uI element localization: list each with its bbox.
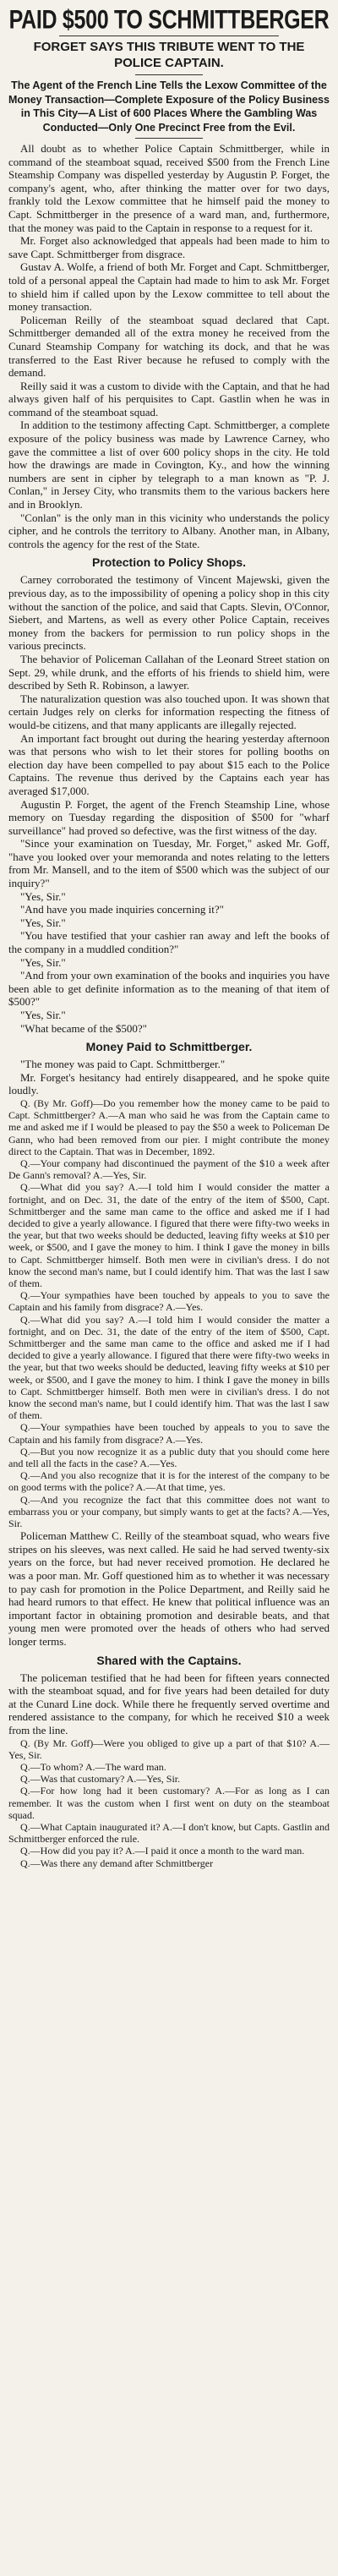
headline: PAID $500 TO SCHMITTBERGER [8, 5, 330, 35]
paragraph: In addition to the testimony affecting Capt. Schmittberger, a complete exposure of the policy business was made by Lawrence Carney, who gave the committee a list of over 600 policy shops in the city. He told how the drawings are made in Covington, Ky., and how the winning numbers are sent in cipher by telegraph to a man known as "P. J. Conlan," in Jersey City, who transmits them to the various backers here and in Brooklyn. [8, 418, 330, 511]
paragraph: The policeman testified that he had been for fifteen years connected with the steamboat squad, and for five years had been detailed for duty at the Cunard Line dock. While there he frequently served overtime and rendered assistance to the company, for which he received $10 a week from the line. [8, 1671, 330, 1736]
paragraph: "The money was paid to Capt. Schmittberger." [20, 1058, 226, 1071]
paragraph: Policeman Matthew C. Reilly of the steamboat squad, who wears five stripes on his sleeves, was next called. He said he had served twenty-six years on the force, but had never received promotion. He declared he was a poor man. Mr. Goff questioned him as to whether it was necessary to pay cash for promotion in the Police Department, and Reilly said he had heard rumors to that effect. He knew that political influence was an important factor in obtaining promotion and desirable beats, and that young men were promoted over the heads of others who had served longer terms. [8, 1529, 330, 1649]
testimony-line: Q.—Your company had discontinued the payment of the $10 a week after De Gann's removal? A.—Yes, Sir. [8, 1157, 330, 1182]
testimony-line: Q.—Your sympathies have been touched by appeals to you to save the Captain and his family from disgrace? A.—Yes. [8, 1421, 330, 1446]
testimony-line: Q.—To whom? A.—The ward man. [20, 1761, 166, 1773]
paragraph: All doubt as to whether Police Captain Schmittberger, while in command of the steamboat squad, received $500 from the French Line Steamship Company was dispelled yesterday by Augustin P. Forget, the company's agent, who, after thinking the matter over for two days, frankly told the Lexow committee that he himself paid the money to Capt. Schmittberger in the presence of a ward man, and, furthermore, that the money was paid to the Captain in response to a request for it. [8, 142, 330, 234]
subhead: Protection to Policy Shops. [91, 555, 247, 570]
testimony-block [8, 1097, 330, 1529]
testimony-line: Q.—For how long had it been customary? A.—For as long as I can remember. It was the custom when I first went on duty on the steamboat squad. [8, 1785, 330, 1821]
testimony-line: Q.—What Captain inaugurated it? A.—I don't know, but Capts. Gastlin and Schmittberger enforced the rule. [8, 1821, 330, 1846]
paragraph: "And from your own examination of the books and inquiries you have been able to get definite information as to the meaning of that item of $500?" [8, 969, 330, 1009]
testimony-line: Q.—Was that customary? A.—Yes, Sir. [20, 1773, 181, 1786]
paragraph: Augustin P. Forget, the agent of the French Steamship Line, whose memory on Tuesday regarding the disposition of $500 for "wharf surveillance" had proved so defective, was the first witness of the day. [8, 797, 330, 837]
testimony-line: Q.—Your sympathies have been touched by appeals to you to save the Captain and his family from disgrace? A.—Yes. [8, 1289, 330, 1314]
deck-secondary: The Agent of the French Line Tells the Lexow Committee of the Money Transaction—Complete Exposure of the Policy Business in This City—A List of 600 Places Where the Gambling Was Conducted—Only One Precinct Free from the Evil. [8, 79, 330, 134]
paragraph: "Yes, Sir." [20, 889, 66, 903]
paragraph: "Yes, Sir." [20, 955, 66, 969]
divider [135, 138, 203, 139]
paragraph: "And have you made inquiries concerning it?" [20, 903, 224, 916]
subhead: Money Paid to Schmittberger. [85, 1040, 253, 1054]
paragraph: An important fact brought out during the hearing yesterday afternoon was that persons who wish to let their stores for polling booths on election day have been compelled to pay about $15 each to the Police Captains. The revenue thus derived by the Captains each year has averaged $17,000. [8, 731, 330, 797]
paragraph: Carney corroborated the testimony of Vincent Majewski, given the previous day, as to the impossibility of opening a policy shop in this city without the sanction of the police, and said that Capts. Slevin, O'Connor, Siebert, and Martens, as well as every other Police Captain, receives money from the backers for permission to run policy shops in the various precincts. [8, 573, 330, 653]
testimony-line: Q.—Was there any demand after Schmittberger [20, 1857, 214, 1869]
paragraph: "What became of the $500?" [20, 1021, 147, 1035]
paragraph: Mr. Forget's hesitancy had entirely disappeared, and he spoke quite loudly. [8, 1070, 330, 1097]
article-body [8, 142, 330, 1869]
divider [135, 74, 203, 75]
paragraph: "Yes, Sir." [20, 1009, 66, 1021]
testimony-block [8, 1737, 330, 1869]
paragraph: "Yes, Sir." [20, 916, 66, 929]
testimony-line: Q.—What did you say? A.—I told him I would consider the matter a fortnight, and on Dec. 31, the date of the entry of the item of $500, Capt. Schmittberger and the same man came to the office and asked me if I had decided to give a yearly allowance. I figured that there were fifty-two weeks in the year, but that two weeks should be deducted, leaving fifty weeks at $10 per week, or $500, and I gave the money to him. I think I gave the money in bills to Capt. Schmittberger himself. Both men were in civilian's dress. I do not know the second man's name, but I could identify him. That was the last I saw of them. [8, 1181, 330, 1290]
paragraph: Policeman Reilly of the steamboat squad declared that Capt. Schmittberger demanded all of the extra money he received from the Cunard Steamship Company for watching its dock, and that he was transferred to the East River because he refused to comply with the demand. [8, 313, 330, 380]
paragraph: Gustav A. Wolfe, a friend of both Mr. Forget and Capt. Schmittberger, told of a personal appeal the Captain had made to him to ask Mr. Forget to shield him if called upon by the Lexow committee to tell about the money transaction. [8, 260, 330, 314]
testimony-line: Q.—What did you say? A.—I told him I would consider the matter a fortnight, and on Dec. 31, the date of the entry of the item of $500, Capt. Schmittberger and the same man came to the office and asked me if I had decided to give a yearly allowance. I figured that there were fifty-two weeks in the year, but that two weeks should be deducted, leaving fifty weeks at $10 per week, or $500, and I gave the money to him. I think I gave the money in bills to Capt. Schmittberger himself. Both men were in civilian's dress. I do not know the second man's name, but I could identify him. That was the last I saw of them. [8, 1313, 330, 1422]
paragraph: "Conlan" is the only man in this vicinity who understands the policy cipher, and he controls the territory to Albany. Another man, in Albany, controls the agency for the rest of the State. [8, 511, 330, 550]
testimony-line: Q.—How did you pay it? A.—I paid it once a month to the ward man. [20, 1845, 305, 1857]
testimony-line: Q.—But you now recognize it as a public duty that you should come here and tell all the facts in the case? A.—Yes. [8, 1445, 330, 1470]
paragraph: "Since your examination on Tuesday, Mr. Forget," asked Mr. Goff, "have you looked over your memoranda and notes relating to the letters from Mr. Mansell, and to the item of $500 which was the subject of our inquiry?" [8, 837, 330, 890]
paragraph: The behavior of Policeman Callahan of the Leonard Street station on Sept. 29, while drunk, and the efforts of his friends to shield him, were described by Seth R. Robinson, a lawyer. [8, 652, 330, 692]
subhead: Shared with the Captains. [96, 1653, 242, 1667]
testimony-line: Q.—And you also recognize that it is for the interest of the company to be on good terms with the police? A.—At that time, yes. [8, 1469, 330, 1494]
deck-primary: FORGET SAYS THIS TRIBUTE WENT TO THE POLICE CAPTAIN. [33, 40, 305, 70]
testimony-line: Q.—And you recognize the fact that this committee does not want to embarrass you or your company, but simply wants to get at the facts? A.—Yes, Sir. [8, 1493, 330, 1530]
paragraph: Mr. Forget also acknowledged that appeals had been made to him to save Capt. Schmittberger from disgrace. [8, 234, 330, 260]
testimony-line: Q. (By Mr. Goff)—Do you remember how the money came to be paid to Capt. Schmittberger? A.—A man who said he was from the Captain came to me and asked me if I would be pleased to pay the $50 a week to Policeman De Gann, who had been removed from our pier. I might contribute the money direct to the Captain. That was in December, 1892. [8, 1097, 330, 1157]
paragraph: Reilly said it was a custom to divide with the Captain, and that he had always given half of his perquisites to Capt. Gastlin when he was in command of the steamboat squad. [8, 379, 330, 418]
testimony-line: Q. (By Mr. Goff)—Were you obliged to give up a part of that $10? A.—Yes, Sir. [8, 1736, 330, 1761]
paragraph: "You have testified that your cashier ran away and left the books of the company in a muddled condition?" [8, 929, 330, 956]
paragraph: The naturalization question was also touched upon. It was shown that certain Judges rely on clerks for information respecting the fitness of would-be citizens, and that many applicants are illegally rejected. [8, 692, 330, 731]
